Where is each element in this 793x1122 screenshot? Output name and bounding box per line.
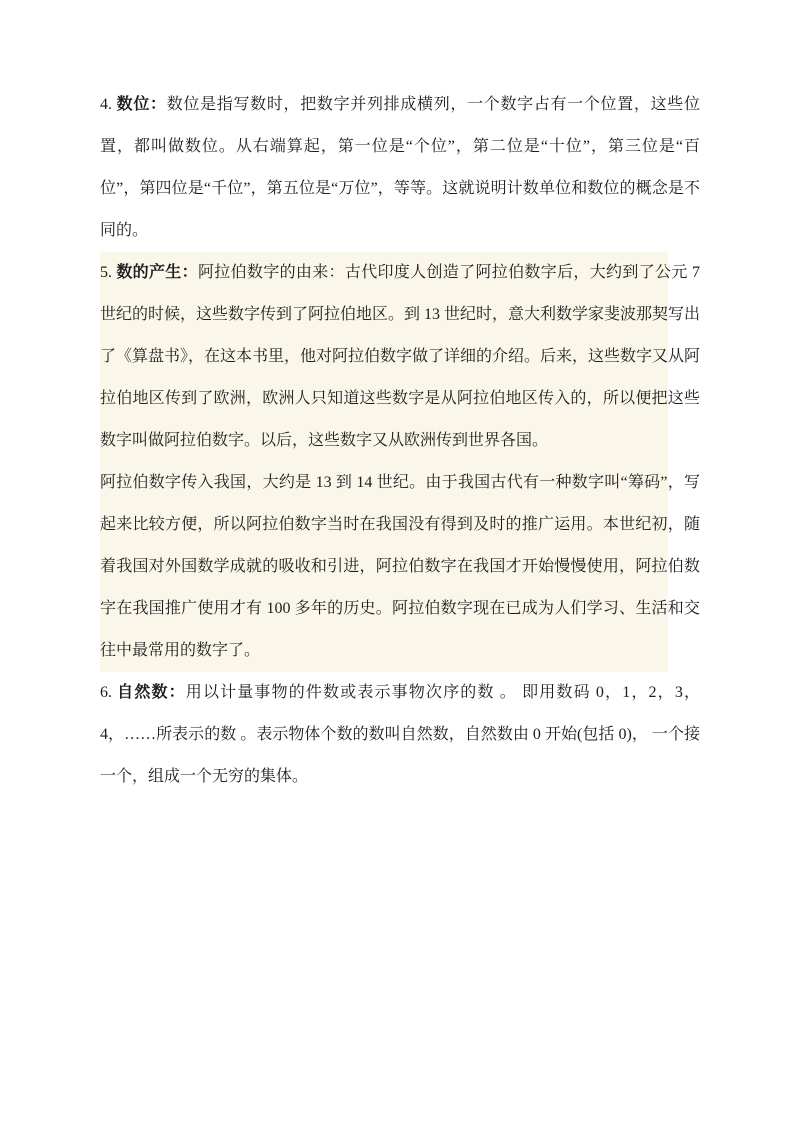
entry-shudechansheng-paragraph-2 (100, 462, 700, 672)
entry-term: 数的产生： (116, 264, 198, 281)
entry-body: 用以计量事物的件数或表示事物次序的数 。 即用数码 0，1，2，3，4，……所表示的数 。表示物体个数的数叫自然数，自然数由 0 开始(包括 0)， 一个接一个，组成一个无穷的集体。 (100, 684, 700, 785)
entry-body: 数位是指写数时，把数字并列排成横列，一个数字占有一个位置，这些位置，都叫做数位。从右端算起，第一位是“个位”，第二位是“十位”，第三位是“百位”，第四位是“千位”，第五位是“万位”，等等。这就说明计数单位和数位的概念是不同的。 (100, 96, 700, 239)
entry-shudechansheng-paragraph-1 (100, 252, 700, 462)
entry-number: 5. (100, 264, 112, 281)
entry-body: 阿拉伯数字的由来：古代印度人创造了阿拉伯数字后，大约到了公元 7 世纪的时候，这些数字传到了阿拉伯地区。到 13 世纪时，意大利数学家斐波那契写出了《算盘书》，在这本书里，他对阿拉伯数字做了详细的介绍。后来，这些数字又从阿拉伯地区传到了欧洲，欧洲人只知道这些数字是从阿拉伯地区传入的，所以便把这些数字叫做阿拉伯数字。以后，这些数字又从欧洲传到世界各国。 (100, 264, 701, 449)
entry-body: 阿拉伯数字传入我国，大约是 13 到 14 世纪。由于我国古代有一种数字叫“筹码”，写起来比较方便，所以阿拉伯数字当时在我国没有得到及时的推广运用。本世纪初，随着我国对外国数学成就的吸收和引进，阿拉伯数字在我国才开始慢慢使用，阿拉伯数字在我国推广使用才有 100 多年的历史。阿拉伯数字现在已成为人们学习、生活和交往中最常用的数字了。 (100, 474, 700, 659)
entry-term: 自然数： (116, 684, 186, 701)
entry-number: 6. (100, 684, 112, 701)
entry-number: 4. (100, 96, 112, 113)
entry-term: 数位： (116, 96, 167, 113)
entry-shuwei (100, 84, 700, 252)
highlighted-entry-shudechansheng (100, 252, 700, 672)
entry-ziranshu (100, 672, 700, 798)
document-content (100, 84, 700, 798)
